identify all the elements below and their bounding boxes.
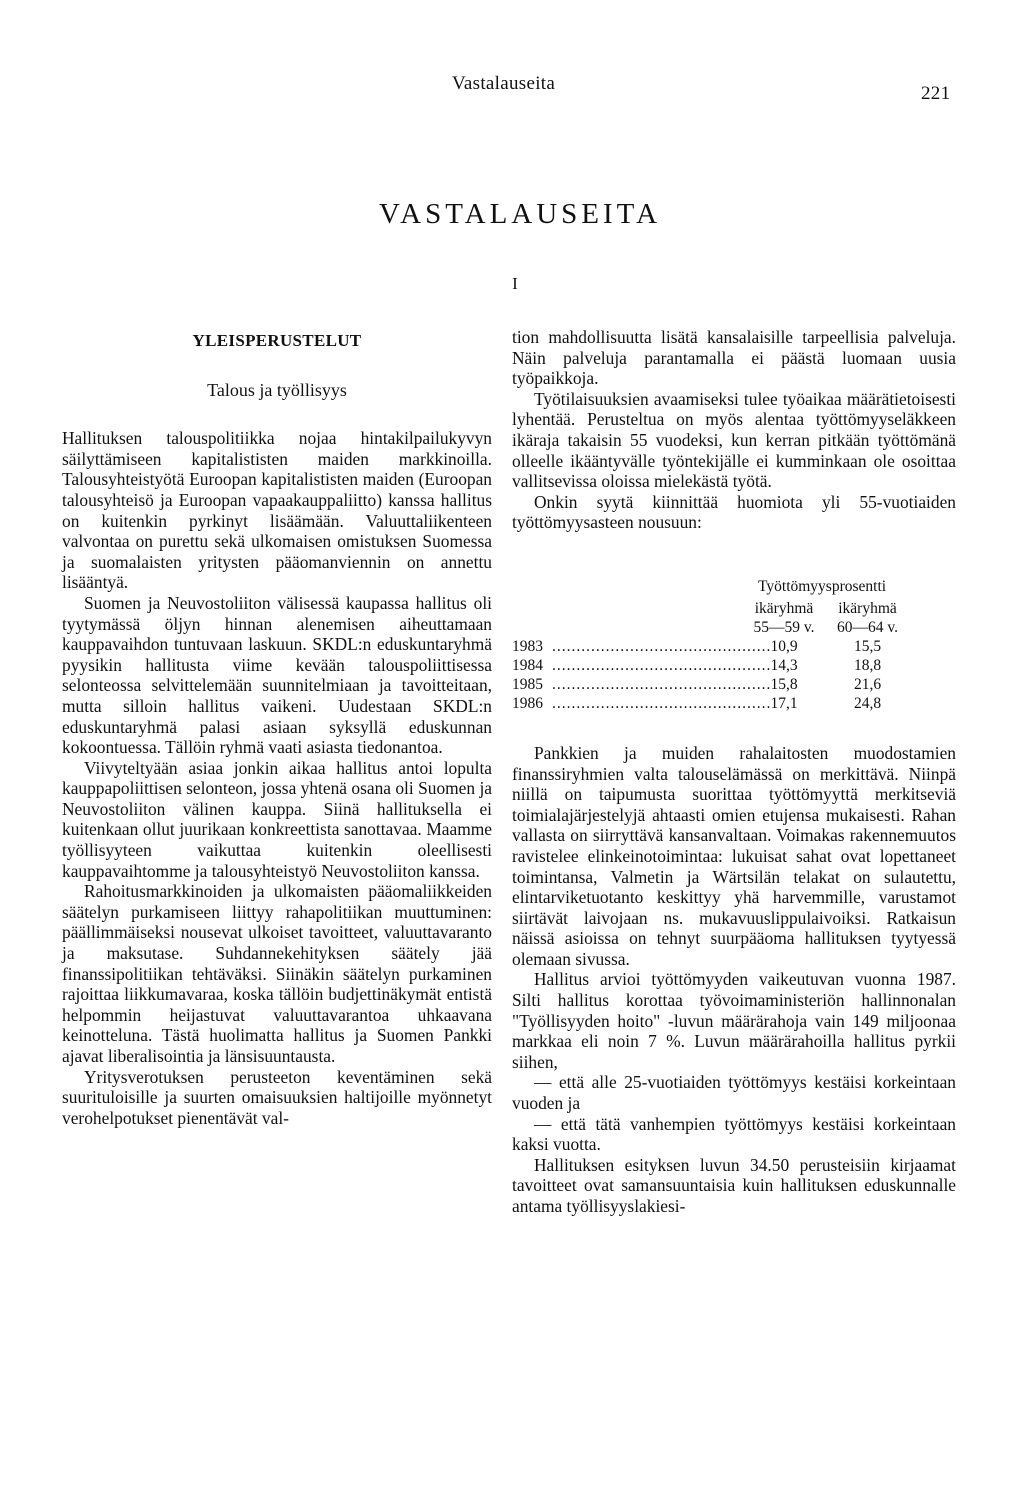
running-title: Vastalauseita: [452, 73, 556, 94]
list-item: — että tätä vanhempien työttömyys kestäisi korkeintaan kaksi vuotta.: [512, 1113, 956, 1155]
table-cell: 15,5: [853, 637, 882, 655]
page-number: 221: [921, 83, 951, 104]
table-row: 1983 ............................................. 10,9 15,5: [512, 637, 956, 656]
table-col2-header: ikäryhmä: [838, 599, 897, 617]
section-number: I: [512, 274, 518, 293]
paragraph: Hallitus arvioi työttömyyden vaikeutuvan vuonna 1987. Silti hallitus korottaa työvoimaministeriön hallinnonalan "Työllisyyden hoito" -luvun määrärahoja vain 149 miljoonaa markkaa eli noin 7 %. Luvun määrärahoilla hallitus pyrkii siihen,: [512, 969, 956, 1072]
table-col2-range: 60—64 v.: [837, 618, 898, 636]
paragraph: Hallituksen talouspolitiikka nojaa hintakilpailukyvyn säilyttämiseen kapitalististen maiden markkinoilla. Talousyhteistyötä Euroopan kapitalististen maiden (Euroopan talousyhteisö ja Euroopan vapaakauppaliitto) kanssa hallitus on kuitenkin pyrkinyt lisäämään. Valuuttaliikenteen valvontaa on purettu sekä ulkomaisen omistuksen Suomessa ja suomalaisten yritysten pääomanviennin on annettu lisääntyä.: [62, 428, 492, 593]
paragraph: Pankkien ja muiden rahalaitosten muodostamien finanssiryhmien valta talouselämässä on merkittävä. Niinpä niillä on taipumusta suorittaa työttömyyttä merkitseviä toimialajärjestelyjä ahtaasti omien etujensa mukaisesti. Rahan vallasta on siirryttävä kansanvaltaan. Voimakas rakennemuutos ravistelee elinkeinotoimintaa: lukuisat sahat ovat lopettaneet toimintansa, Valmetin ja Wärtsilän telakat on sulautettu, elintarviketuotanto keskittyy yhä harvemmille, varustamot siirtävät laivojaan ns. mukavuuslippulaivoiksi. Ratkaisun näissä asioissa on tehnyt suurpääoma hallituksen tyytyessä olemaan sivussa.: [512, 742, 956, 969]
paragraph: tion mahdollisuutta lisätä kansalaisille tarpeellisia palveluja. Näin palveluja parantamalla ei päästä luomaan uusia työpaikkoja.: [512, 327, 956, 389]
subsection-heading: Talous ja työllisyys: [207, 379, 347, 400]
table-year: 1984: [512, 656, 543, 674]
paragraph: Viivyteltyään asiaa jonkin aikaa hallitus antoi lopulta kauppapoliittisen selonteon, jossa yhtenä osana oli Suomen ja Neuvostoliiton välinen kauppa. Siinä hallituksella ei kuitenkaan ollut juurikaan konkreettista sanottavaa. Maamme työllisyyteen vaikuttaa kuitenkin oleellisesti kauppavaihtomme ja talousyhteistyö Neuvostoliiton kanssa.: [62, 757, 492, 881]
table-row: 1985 ............................................. 15,8 21,6: [512, 675, 956, 694]
unemployment-table: [512, 577, 956, 713]
table-cell: 10,9: [770, 637, 798, 655]
section-heading: YLEISPERUSTELUT: [192, 331, 362, 350]
paragraph: Hallituksen esityksen luvun 34.50 perusteisiin kirjaamat tavoitteet ovat samansuuntaisia kuin hallituksen eduskunnalle antama työllisyyslakiesi-: [512, 1154, 956, 1216]
table-cell: 15,8: [770, 675, 798, 693]
table-year: 1985: [512, 675, 543, 693]
table-year: 1983: [512, 637, 543, 655]
table-col1-header: ikäryhmä: [754, 599, 814, 617]
table-header-row: [512, 618, 956, 637]
table-cell: 18,8: [853, 656, 882, 674]
table-year: 1986: [512, 694, 543, 712]
paragraph: Onkin syytä kiinnittää huomiota yli 55-vuotiaiden työttömyysasteen nousuun:: [512, 491, 956, 533]
table-cell: 21,6: [853, 675, 882, 693]
table-col1-range: 55—59 v.: [753, 618, 815, 636]
table-cell: 17,1: [770, 694, 798, 712]
list-item: — että alle 25-vuotiaiden työttömyys kestäisi korkeintaan vuoden ja: [512, 1072, 956, 1114]
paragraph: Suomen ja Neuvostoliiton välisessä kaupassa hallitus oli tyytymässä öljyn hinnan alenemisen aiheuttamaan kauppavaihdon tuntuvaan laskuun. SKDL:n eduskuntaryhmä pyysikin hallitusta viime kevään talouspoliittisessa selonteossa selvittelemään suunnitelmiaan ja tavoitteitaan, mutta silloin hallitus vaikeni. Uudestaan SKDL:n eduskuntaryhmä palasi asiaan syksyllä eduskunnan kokoontuessa. Tällöin ryhmä vaati asiasta tiedonantoa.: [62, 592, 492, 758]
table-caption: Työttömyysprosentti: [758, 577, 887, 595]
table-cell: 24,8: [853, 694, 882, 712]
left-column: [62, 327, 492, 1128]
right-column: [512, 327, 956, 1217]
paragraph: Työtilaisuuksien avaamiseksi tulee työaikaa määrätietoisesti lyhentää. Perusteltua on myös alentaa työttömyyseläkkeen ikäraja takaisin 55 vuodeksi, kun kerran pitkään työttömänä olleelle ikääntyvälle työntekijälle ei kumminkaan ole osoittaa vallitsevissa oloissa mielekästä työtä.: [512, 388, 956, 492]
table-row: 1986 ............................................. 17,1 24,8: [512, 694, 956, 713]
paragraph: Rahoitusmarkkinoiden ja ulkomaisten pääomaliikkeiden säätelyn purkamiseen liittyy rahapolitiikan muuttuminen: päällimmäiseksi nousevat ulkoiset tavoitteet, valuuttavaranto ja maksutase. Suhdannekehityksen säätely jää finanssipolitiikan tehtäväksi. Siinäkin säätelyn purkaminen rajoittaa liikkumavaraa, koska tällöin budjettinäkymät entistä helpommin heijastuvat valuuttavarantoa uhkaavana keinotteluna. Tästä huolimatta hallitus ja Suomen Pankki ajavat liberalisointia ja länsisuuntausta.: [62, 881, 492, 1066]
page-title: VASTALAUSEITA: [378, 198, 662, 230]
table-row: 1984 ............................................. 14,3 18,8: [512, 656, 956, 675]
table-header-row: [512, 599, 956, 618]
table-cell: 14,3: [770, 656, 798, 674]
paragraph: Yritysverotuksen perusteeton keventäminen sekä suurituloisille ja suurten omaisuuksien haltijoille myönnetyt verohelpotukset pienentävät val-: [62, 1066, 492, 1128]
